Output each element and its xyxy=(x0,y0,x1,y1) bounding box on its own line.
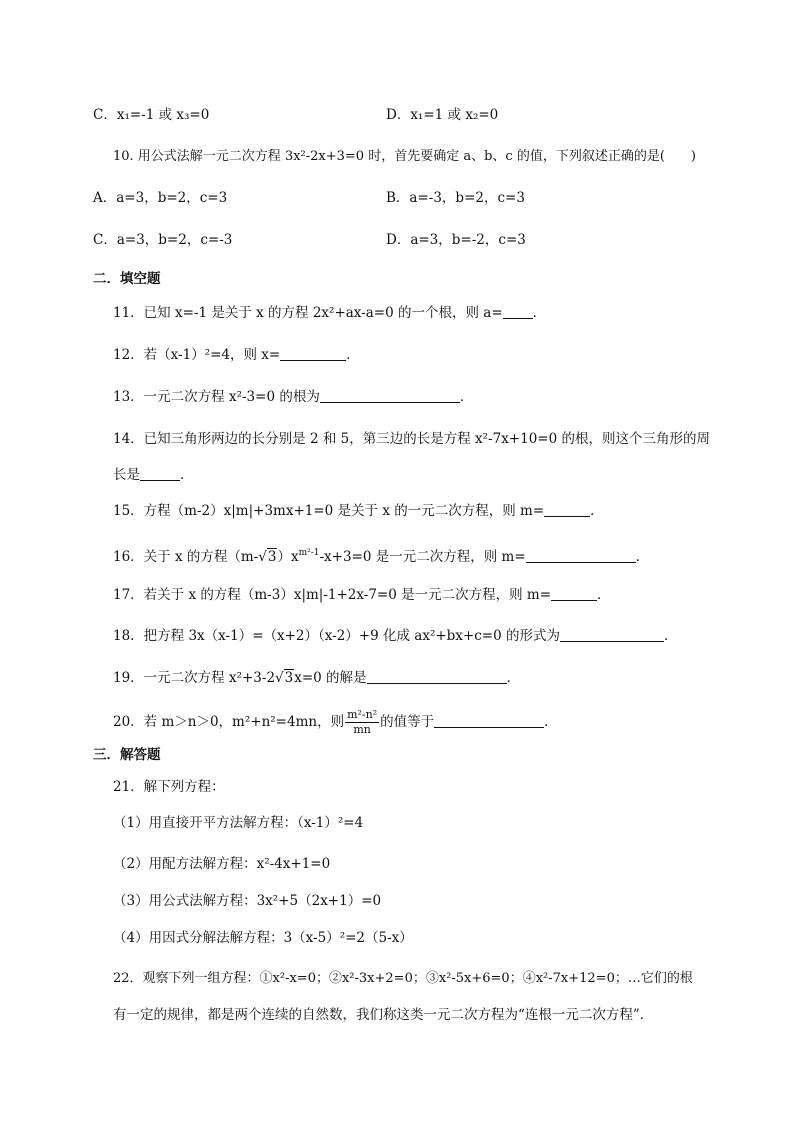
fraction xyxy=(345,708,379,737)
question-17 xyxy=(113,586,611,604)
q10-option-c: C．a=3，b=2，c=-3 xyxy=(93,232,233,248)
question-18-text: 18．把方程 3x（x-1）=（x+2）（x-2）+9 化成 ax²+bx+c=0 的形式为 xyxy=(113,628,560,644)
question-18 xyxy=(113,627,678,645)
q9-option-c: C．x₁=-1 或 x₃=0 xyxy=(93,107,210,123)
fraction-numerator: m²-n² xyxy=(347,708,378,721)
sqrt-sign: √ xyxy=(275,670,284,686)
question-15 xyxy=(113,502,604,520)
question-19 xyxy=(113,669,520,687)
period: ． xyxy=(590,503,604,519)
answer-blank xyxy=(503,304,533,319)
question-17-text: 17．若关于 x 的方程（m-3）x|m|-1+2x-7=0 是一元二次方程，则 m= xyxy=(113,587,552,603)
period: ． xyxy=(532,305,547,321)
question-20 xyxy=(113,706,558,738)
question-16-text-a: 16．关于 x 的方程（m- xyxy=(113,549,259,565)
question-21-part2: （2）用配方法解方程：x²-4x+1=0 xyxy=(113,856,331,872)
question-15-text: 15．方程（m-2）x|m|+3mx+1=0 是关于 x 的一元二次方程，则 m= xyxy=(113,503,545,519)
question-16-text-c: -x+3=0 是一元二次方程，则 m= xyxy=(319,549,526,565)
question-12 xyxy=(113,346,360,364)
question-14-text: 长是 xyxy=(113,467,140,483)
question-21-part4: （4）用因式分解法解方程：3（x-5）²=2（5-x） xyxy=(113,930,413,946)
q10-option-d: D．a=3，b=-2，c=3 xyxy=(386,232,526,248)
q10-option-b: B．a=-3，b=2，c=3 xyxy=(386,190,525,206)
q10-option-a: A．a=3，b=2，c=3 xyxy=(93,190,228,206)
question-14-line2 xyxy=(113,466,194,484)
sqrt-sign: √ xyxy=(258,549,267,565)
question-19-text-b: x=0 的解是 xyxy=(294,670,367,686)
question-22-line1: 22．观察下列一组方程：①x²-x=0；②x²-3x+2=0；③x²-5x+6=0；④x²-7x+12=0；…它们的根 xyxy=(113,971,693,986)
answer-blank xyxy=(367,669,507,684)
period: ． xyxy=(544,714,558,730)
question-13 xyxy=(113,388,473,406)
question-11-text: 11．已知 x=-1 是关于 x 的方程 2x²+ax-a=0 的一个根，则 a= xyxy=(113,305,503,321)
question-16 xyxy=(113,544,649,566)
question-20-text-b: 的值等于 xyxy=(380,714,435,730)
question-20-text-a: 20．若 m＞n＞0，m²+n²=4mn，则 xyxy=(113,714,345,730)
question-21-part3: （3）用公式法解方程：3x²+5（2x+1）=0 xyxy=(113,893,382,909)
answer-blank xyxy=(526,548,636,563)
period: ． xyxy=(635,549,650,565)
q9-option-d: D．x₁=1 或 x₂=0 xyxy=(386,107,499,123)
period: ． xyxy=(180,467,194,483)
question-21: 21．解下列方程： xyxy=(113,779,225,795)
question-16-text-b: ）x xyxy=(277,549,299,565)
question-21-part1: （1）用直接开平方法解方程：（x-1）²=4 xyxy=(113,815,364,831)
question-13-text: 13．一元二次方程 x²-3=0 的根为 xyxy=(113,389,320,405)
q10-stem: 10. 用公式法解一元二次方程 3x²-2x+3=0 时，首先要确定 a、b、c 的值，下列叙述正确的是( ) xyxy=(113,149,696,164)
question-19-text-a: 19．一元二次方程 x²+3-2 xyxy=(113,670,276,686)
question-14-line1: 14．已知三角形两边的长分别是 2 和 5，第三边的长是方程 x²-7x+10=0 的根，则这个三角形的周 xyxy=(113,431,710,447)
question-11 xyxy=(113,304,546,322)
answer-blank xyxy=(280,346,346,361)
period: ． xyxy=(597,587,611,603)
question-22-line2: 有一定的规律，都是两个连续的自然数，我们称这类一元二次方程为“连根一元二次方程”． xyxy=(113,1007,654,1023)
sqrt-radicand: 3 xyxy=(267,549,277,565)
section-title-fill-blank: 二．填空题 xyxy=(93,271,161,287)
section-title-solve: 三．解答题 xyxy=(93,747,161,763)
answer-blank xyxy=(560,627,664,642)
answer-blank xyxy=(320,388,460,403)
answer-blank xyxy=(140,466,180,481)
question-12-text: 12．若（x-1）²=4，则 x= xyxy=(113,347,281,363)
answer-blank xyxy=(544,502,590,517)
answer-blank xyxy=(551,586,597,601)
exponent: m²-1 xyxy=(298,548,320,558)
period: ． xyxy=(664,628,678,644)
fraction-denominator: mn xyxy=(353,723,371,736)
period: ． xyxy=(459,389,474,405)
sqrt-radicand: 3 xyxy=(284,670,294,686)
answer-blank xyxy=(434,713,544,728)
period: ． xyxy=(346,347,360,363)
period: ． xyxy=(506,670,521,686)
